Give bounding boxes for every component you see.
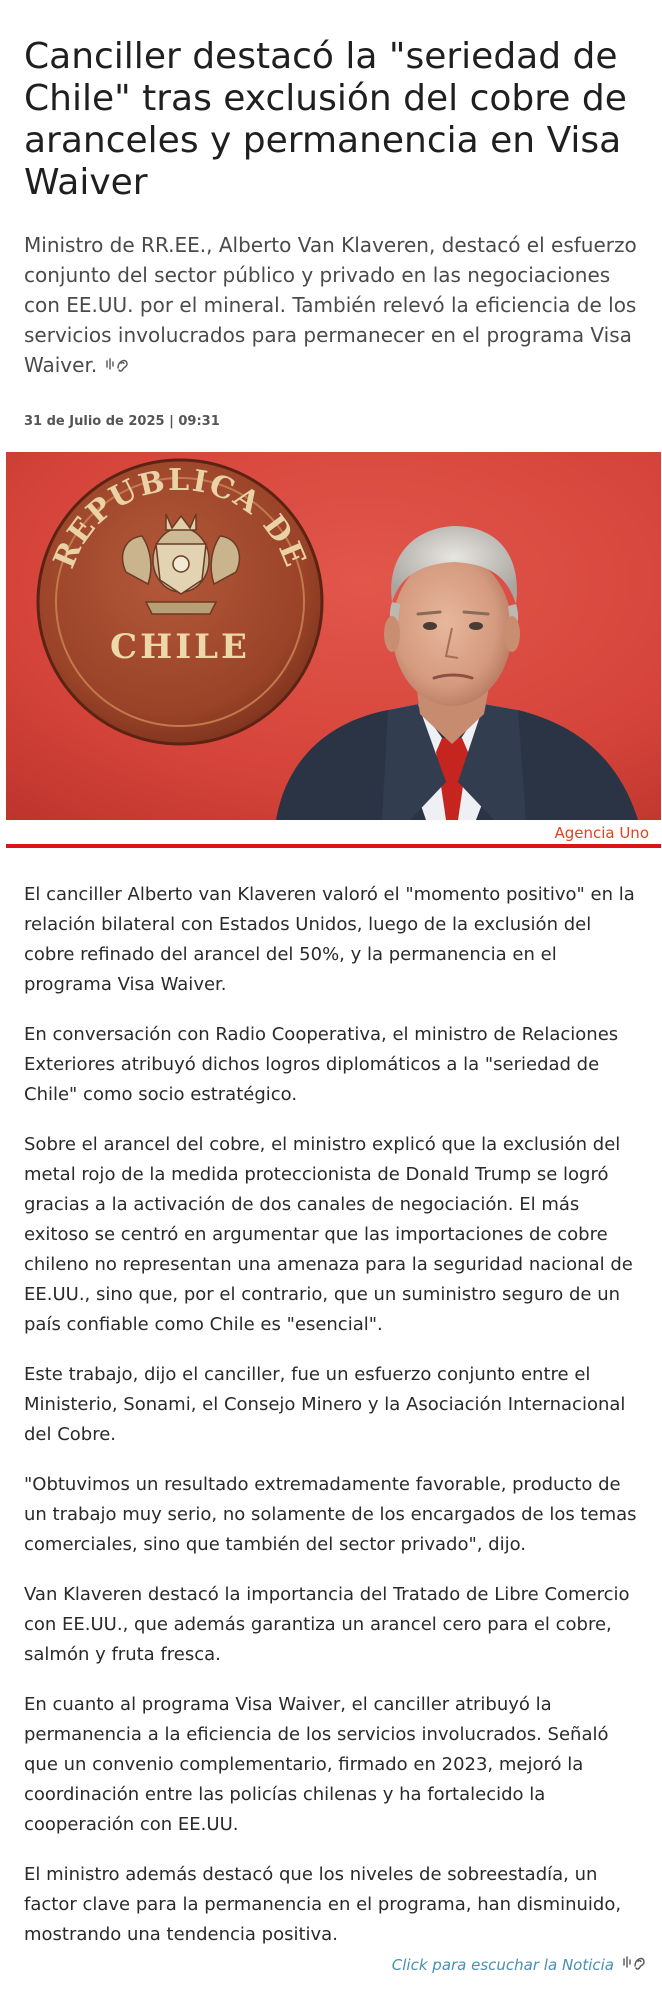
article-title: Canciller destacó la "seriedad de Chile" tras exclusión del cobre de aranceles y permanencia en Visa Waiver — [24, 36, 627, 203]
ear-sound-icon[interactable] — [620, 1952, 646, 1972]
article-lead — [24, 230, 644, 380]
article-paragraph-6: Van Klaveren destacó la importancia del Tratado de Libre Comercio con EE.UU., que además garantiza un arancel cero para el cobre, salmón y fruta fresca. — [24, 1584, 630, 1665]
publish-date: 31 de Julio de 2025 | 09:31 — [24, 414, 220, 429]
article-paragraph-3: Sobre el arancel del cobre, el ministro explicó que la exclusión del metal rojo de la medida proteccionista de Donald Trump se logró gracias a la activación de dos canales de negociación. El más exitoso se centró en argumentar que las importaciones de cobre chileno no representan una amenaza para la seguridad nacional de EE.UU., sino que, por el contrario, que un suministro seguro de un país confiable como Chile es "esencial". — [24, 1134, 633, 1335]
listen-link-label[interactable]: Click para escuchar la Noticia — [391, 1956, 614, 1974]
seal-text-bottom: CHILE — [110, 627, 250, 667]
seal-text-top: REPUBLICA DE — [46, 462, 314, 574]
article-paragraph-2: En conversación con Radio Cooperativa, el ministro de Relaciones Exteriores atribuyó dichos logros diplomáticos a la "seriedad de Chile" como socio estratégico. — [24, 1024, 619, 1105]
ear-sound-icon[interactable] — [103, 352, 129, 372]
listen-link[interactable] — [392, 1952, 646, 1974]
article-photo — [6, 452, 661, 820]
article-paragraph-8: El ministro además destacó que los niveles de sobreestadía, un factor clave para la permanencia en el programa, han disminuido, mostrando una tendencia positiva. — [24, 1864, 622, 1945]
article-body — [24, 880, 646, 1970]
photo-credit-bar — [6, 820, 661, 848]
article-paragraph-7: En cuanto al programa Visa Waiver, el canciller atribuyó la permanencia a la eficiencia de los servicios involucrados. Señaló que un convenio complementario, firmado en 2023, mejoró la coordinación entre las policías chilenas y ha fortalecido la cooperación con EE.UU. — [24, 1694, 609, 1835]
article-paragraph-1: El canciller Alberto van Klaveren valoró el "momento positivo" en la relación bilateral con Estados Unidos, luego de la exclusión del cobre refinado del arancel del 50%, y la permanencia en el programa Visa Waiver. — [24, 884, 635, 995]
lead-text: Ministro de RR.EE., Alberto Van Klaveren, destacó el esfuerzo conjunto del sector público y privado en las negociaciones con EE.UU. por el mineral. También relevó la eficiencia de los servicios involucrados para permanecer en el programa Visa Waiver. — [24, 233, 637, 377]
article-paragraph-4: Este trabajo, dijo el canciller, fue un esfuerzo conjunto entre el Ministerio, Sonami, el Consejo Minero y la Asociación Internacional del Cobre. — [24, 1364, 626, 1445]
photo-credit: Agencia Uno — [554, 824, 649, 842]
article-paragraph-5: "Obtuvimos un resultado extremadamente favorable, producto de un trabajo muy serio, no solamente de los encargados de los temas comerciales, sino que también del sector privado", dijo. — [24, 1474, 637, 1555]
